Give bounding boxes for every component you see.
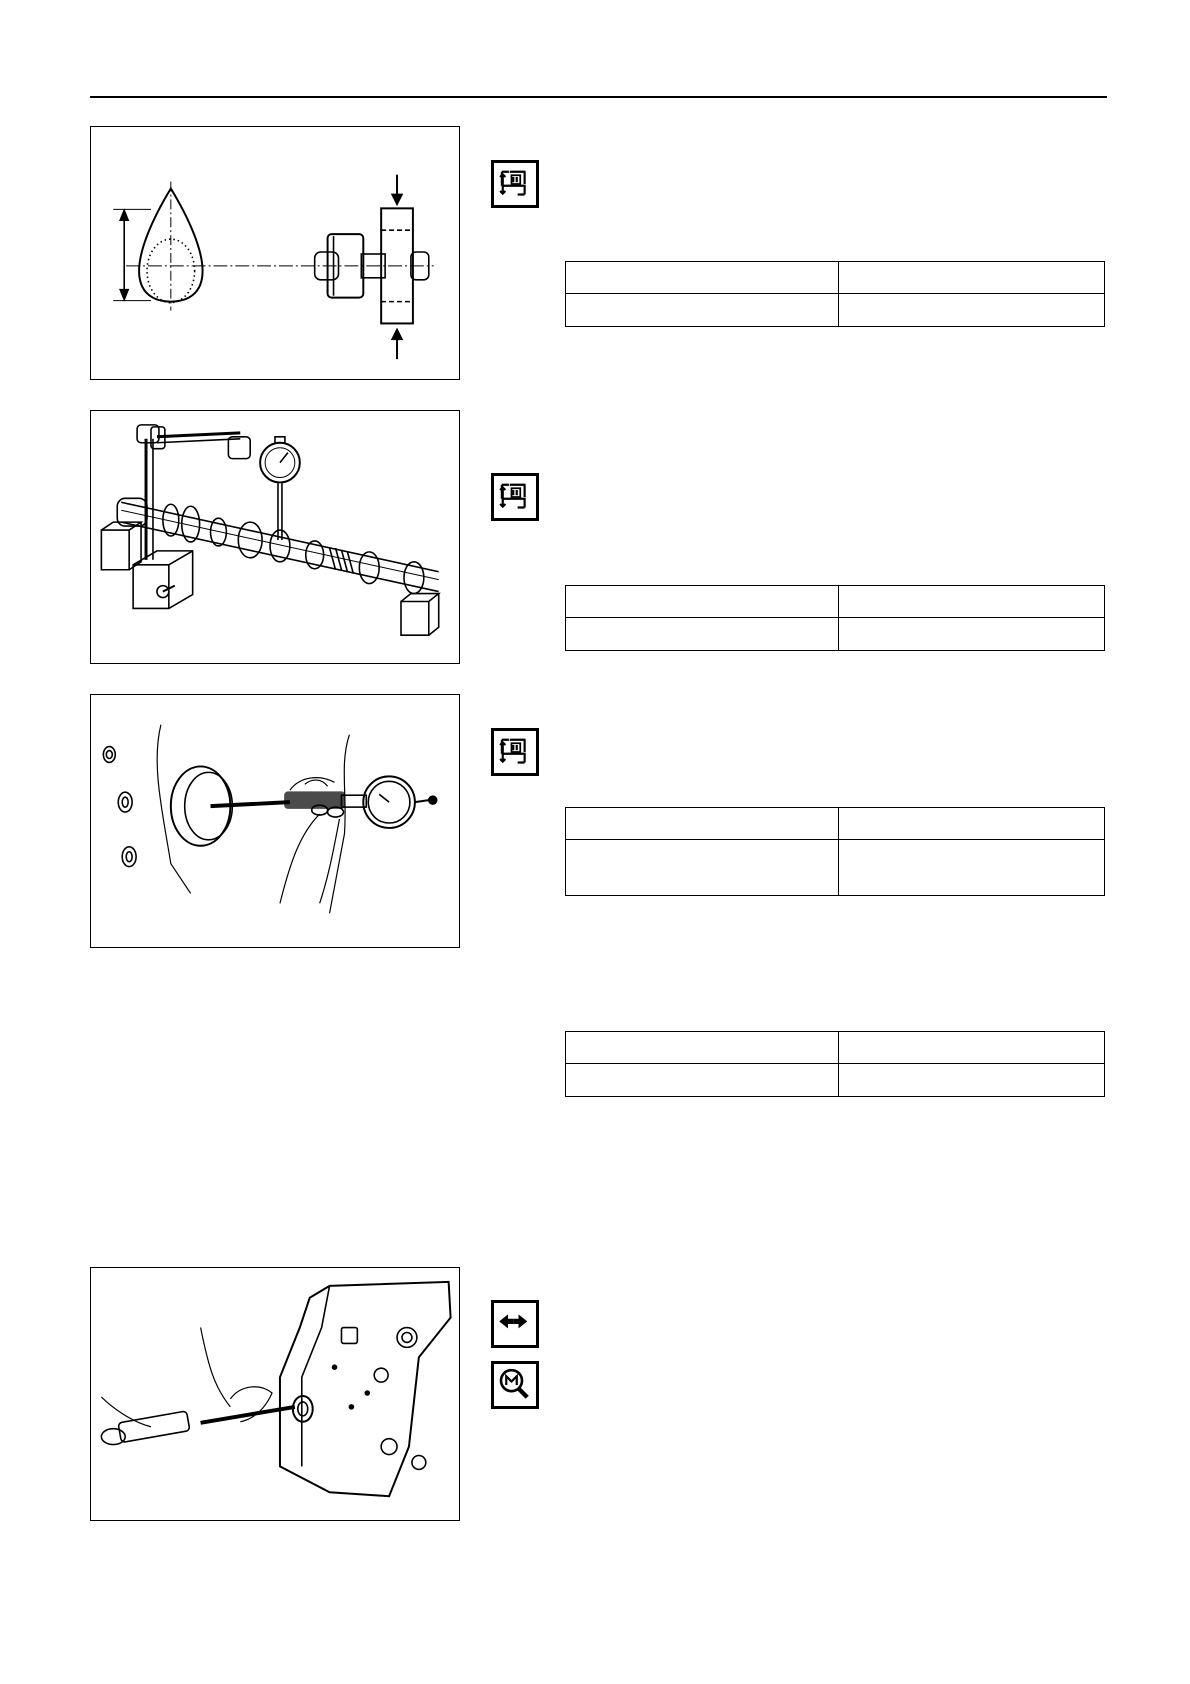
spec-cell <box>839 262 1105 294</box>
spec-cell <box>566 618 839 651</box>
camshaft-bushing-removal-figure <box>90 1267 460 1521</box>
remove-install-arrows-icon <box>491 1300 539 1348</box>
spec-cell <box>839 618 1105 651</box>
clearance-spec-table <box>565 1031 1105 1097</box>
runout-spec-table <box>565 585 1105 651</box>
spec-cell <box>566 808 839 840</box>
spec-cell <box>839 1032 1105 1064</box>
cam-lobe-height-figure <box>90 126 460 380</box>
lobe-height-spec-table <box>565 261 1105 327</box>
spec-cell <box>566 586 839 618</box>
spec-cell <box>566 840 839 896</box>
spec-cell <box>566 262 839 294</box>
spec-cell <box>566 1032 839 1064</box>
spec-cell <box>839 808 1105 840</box>
camshaft-bearing-bore-gauge-figure <box>90 694 460 948</box>
specification-icon <box>491 160 539 208</box>
camshaft-runout-dial-gauge-figure <box>90 410 460 664</box>
bearing-bore-spec-table <box>565 807 1105 896</box>
spec-cell <box>566 1064 839 1097</box>
specification-icon <box>491 473 539 521</box>
spec-cell <box>566 294 839 327</box>
inspect-magnifier-icon <box>491 1361 539 1409</box>
spec-cell <box>839 294 1105 327</box>
header-rule <box>90 96 1107 98</box>
spec-cell <box>839 1064 1105 1097</box>
spec-cell <box>839 586 1105 618</box>
specification-icon <box>491 728 539 776</box>
spec-cell <box>839 840 1105 896</box>
